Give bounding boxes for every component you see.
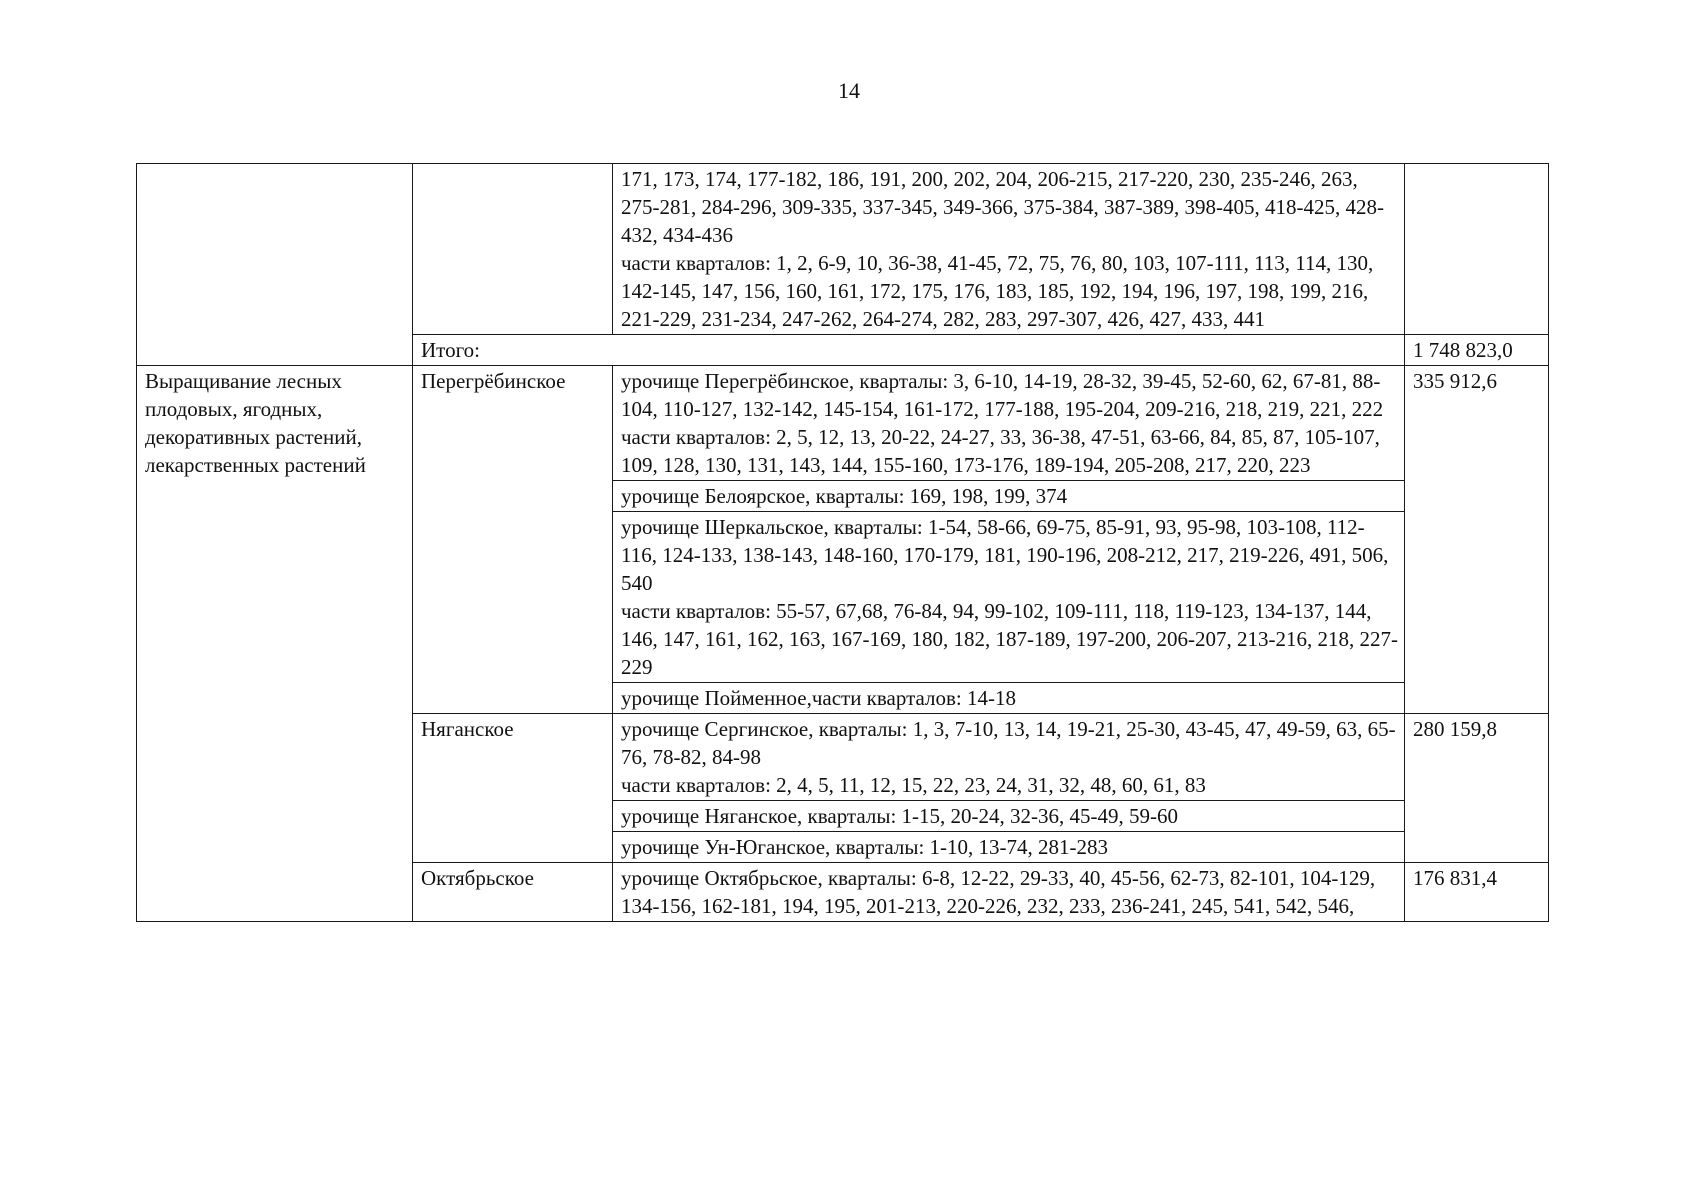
quarters-cell (613, 366, 1405, 481)
forest-use-table (136, 163, 1549, 922)
quarters-text: урочище Няганское, кварталы: 1-15, 20-24, 32-36, 45-49, 59-60 (621, 804, 1178, 828)
forestry-cell-empty (413, 164, 613, 335)
continuation-row (137, 164, 1549, 335)
quarters-text: урочище Белоярское, кварталы: 169, 198, 199, 374 (621, 484, 1068, 508)
table-row (137, 366, 1549, 481)
forestry-area: 335 912,6 (1405, 366, 1549, 714)
forestry-area: 280 159,8 (1405, 714, 1549, 863)
quarters-cell (613, 512, 1405, 683)
quarters-text: урочище Сергинское, кварталы: 1, 3, 7-10, 13, 14, 19-21, 25-30, 43-45, 47, 49-59, 63, 65-76, 78-82, 84-98 (621, 717, 1396, 769)
quarter-parts-text: части кварталов: 1, 2, 6-9, 10, 36-38, 41-45, 72, 75, 76, 80, 103, 107-111, 113, 114, 130, 142-145, 147, 156, 160, 161, 172, 175, 176, 183, 185, 192, 194, 196, 197, 198, 199, 216, 221-229, 231-234, 247-262, 264-274, 282, 283, 297-307, 426, 427, 433, 441 (621, 251, 1374, 331)
quarters-text: урочище Пойменное,части кварталов: 14-18 (621, 686, 1016, 710)
quarters-cell (613, 863, 1405, 922)
quarters-text: урочище Ун-Юганское, кварталы: 1-10, 13-74, 281-283 (621, 835, 1109, 859)
quarters-text: 171, 173, 174, 177-182, 186, 191, 200, 202, 204, 206-215, 217-220, 230, 235-246, 263, 275-281, 284-296, 309-335, 337-345, 349-366, 375-384, 387-389, 398-405, 418-425, 428-432, 434-436 (621, 167, 1384, 247)
page-number: 14 (838, 78, 860, 103)
quarters-cell (613, 832, 1405, 863)
forestry-name: Няганское (413, 714, 613, 863)
activity-cell-empty (137, 164, 413, 366)
quarters-text: урочище Октябрьское, кварталы: 6-8, 12-22, 29-33, 40, 45-56, 62-73, 82-101, 104-129, 134-156, 162-181, 194, 195, 201-213, 220-226, 232, 233, 236-241, 245, 541, 542, 546, (621, 866, 1376, 918)
quarters-cell (613, 714, 1405, 801)
activity-cell: Выращивание лесных плодовых, ягодных, декоративных растений, лекарственных растений (137, 366, 413, 922)
quarters-cell (613, 801, 1405, 832)
forestry-name: Октябрьское (413, 863, 613, 922)
forestry-name: Перегрёбинское (413, 366, 613, 714)
quarters-text: урочище Шеркальское, кварталы: 1-54, 58-66, 69-75, 85-91, 93, 95-98, 103-108, 112-116, 124-133, 138-143, 148-160, 170-179, 181, 190-196, 208-212, 217, 219-226, 491, 506, 540 (621, 515, 1389, 595)
forestry-area: 176 831,4 (1405, 863, 1549, 922)
quarters-cell (613, 683, 1405, 714)
quarter-parts-text: части кварталов: 2, 4, 5, 11, 12, 15, 22, 23, 24, 31, 32, 48, 60, 61, 83 (621, 773, 1206, 797)
quarter-parts-text: части кварталов: 55-57, 67,68, 76-84, 94, 99-102, 109-111, 118, 119-123, 134-137, 144, 146, 147, 161, 162, 163, 167-169, 180, 182, 187-189, 197-200, 206-207, 213-216, 218, 227-229 (621, 599, 1398, 679)
area-cell-empty (1405, 164, 1549, 335)
total-label: Итого: (413, 335, 1405, 366)
quarters-text: урочище Перегрёбинское, кварталы: 3, 6-10, 14-19, 28-32, 39-45, 52-60, 62, 67-81, 88-104, 110-127, 132-142, 145-154, 161-172, 177-188, 195-204, 209-216, 218, 219, 221, 222 (621, 369, 1384, 421)
quarters-cell (613, 481, 1405, 512)
quarters-cell (613, 164, 1405, 335)
total-area: 1 748 823,0 (1405, 335, 1549, 366)
quarter-parts-text: части кварталов: 2, 5, 12, 13, 20-22, 24-27, 33, 36-38, 47-51, 63-66, 84, 85, 87, 105-107, 109, 128, 130, 131, 143, 144, 155-160, 173-176, 189-194, 205-208, 217, 220, 223 (621, 425, 1380, 477)
